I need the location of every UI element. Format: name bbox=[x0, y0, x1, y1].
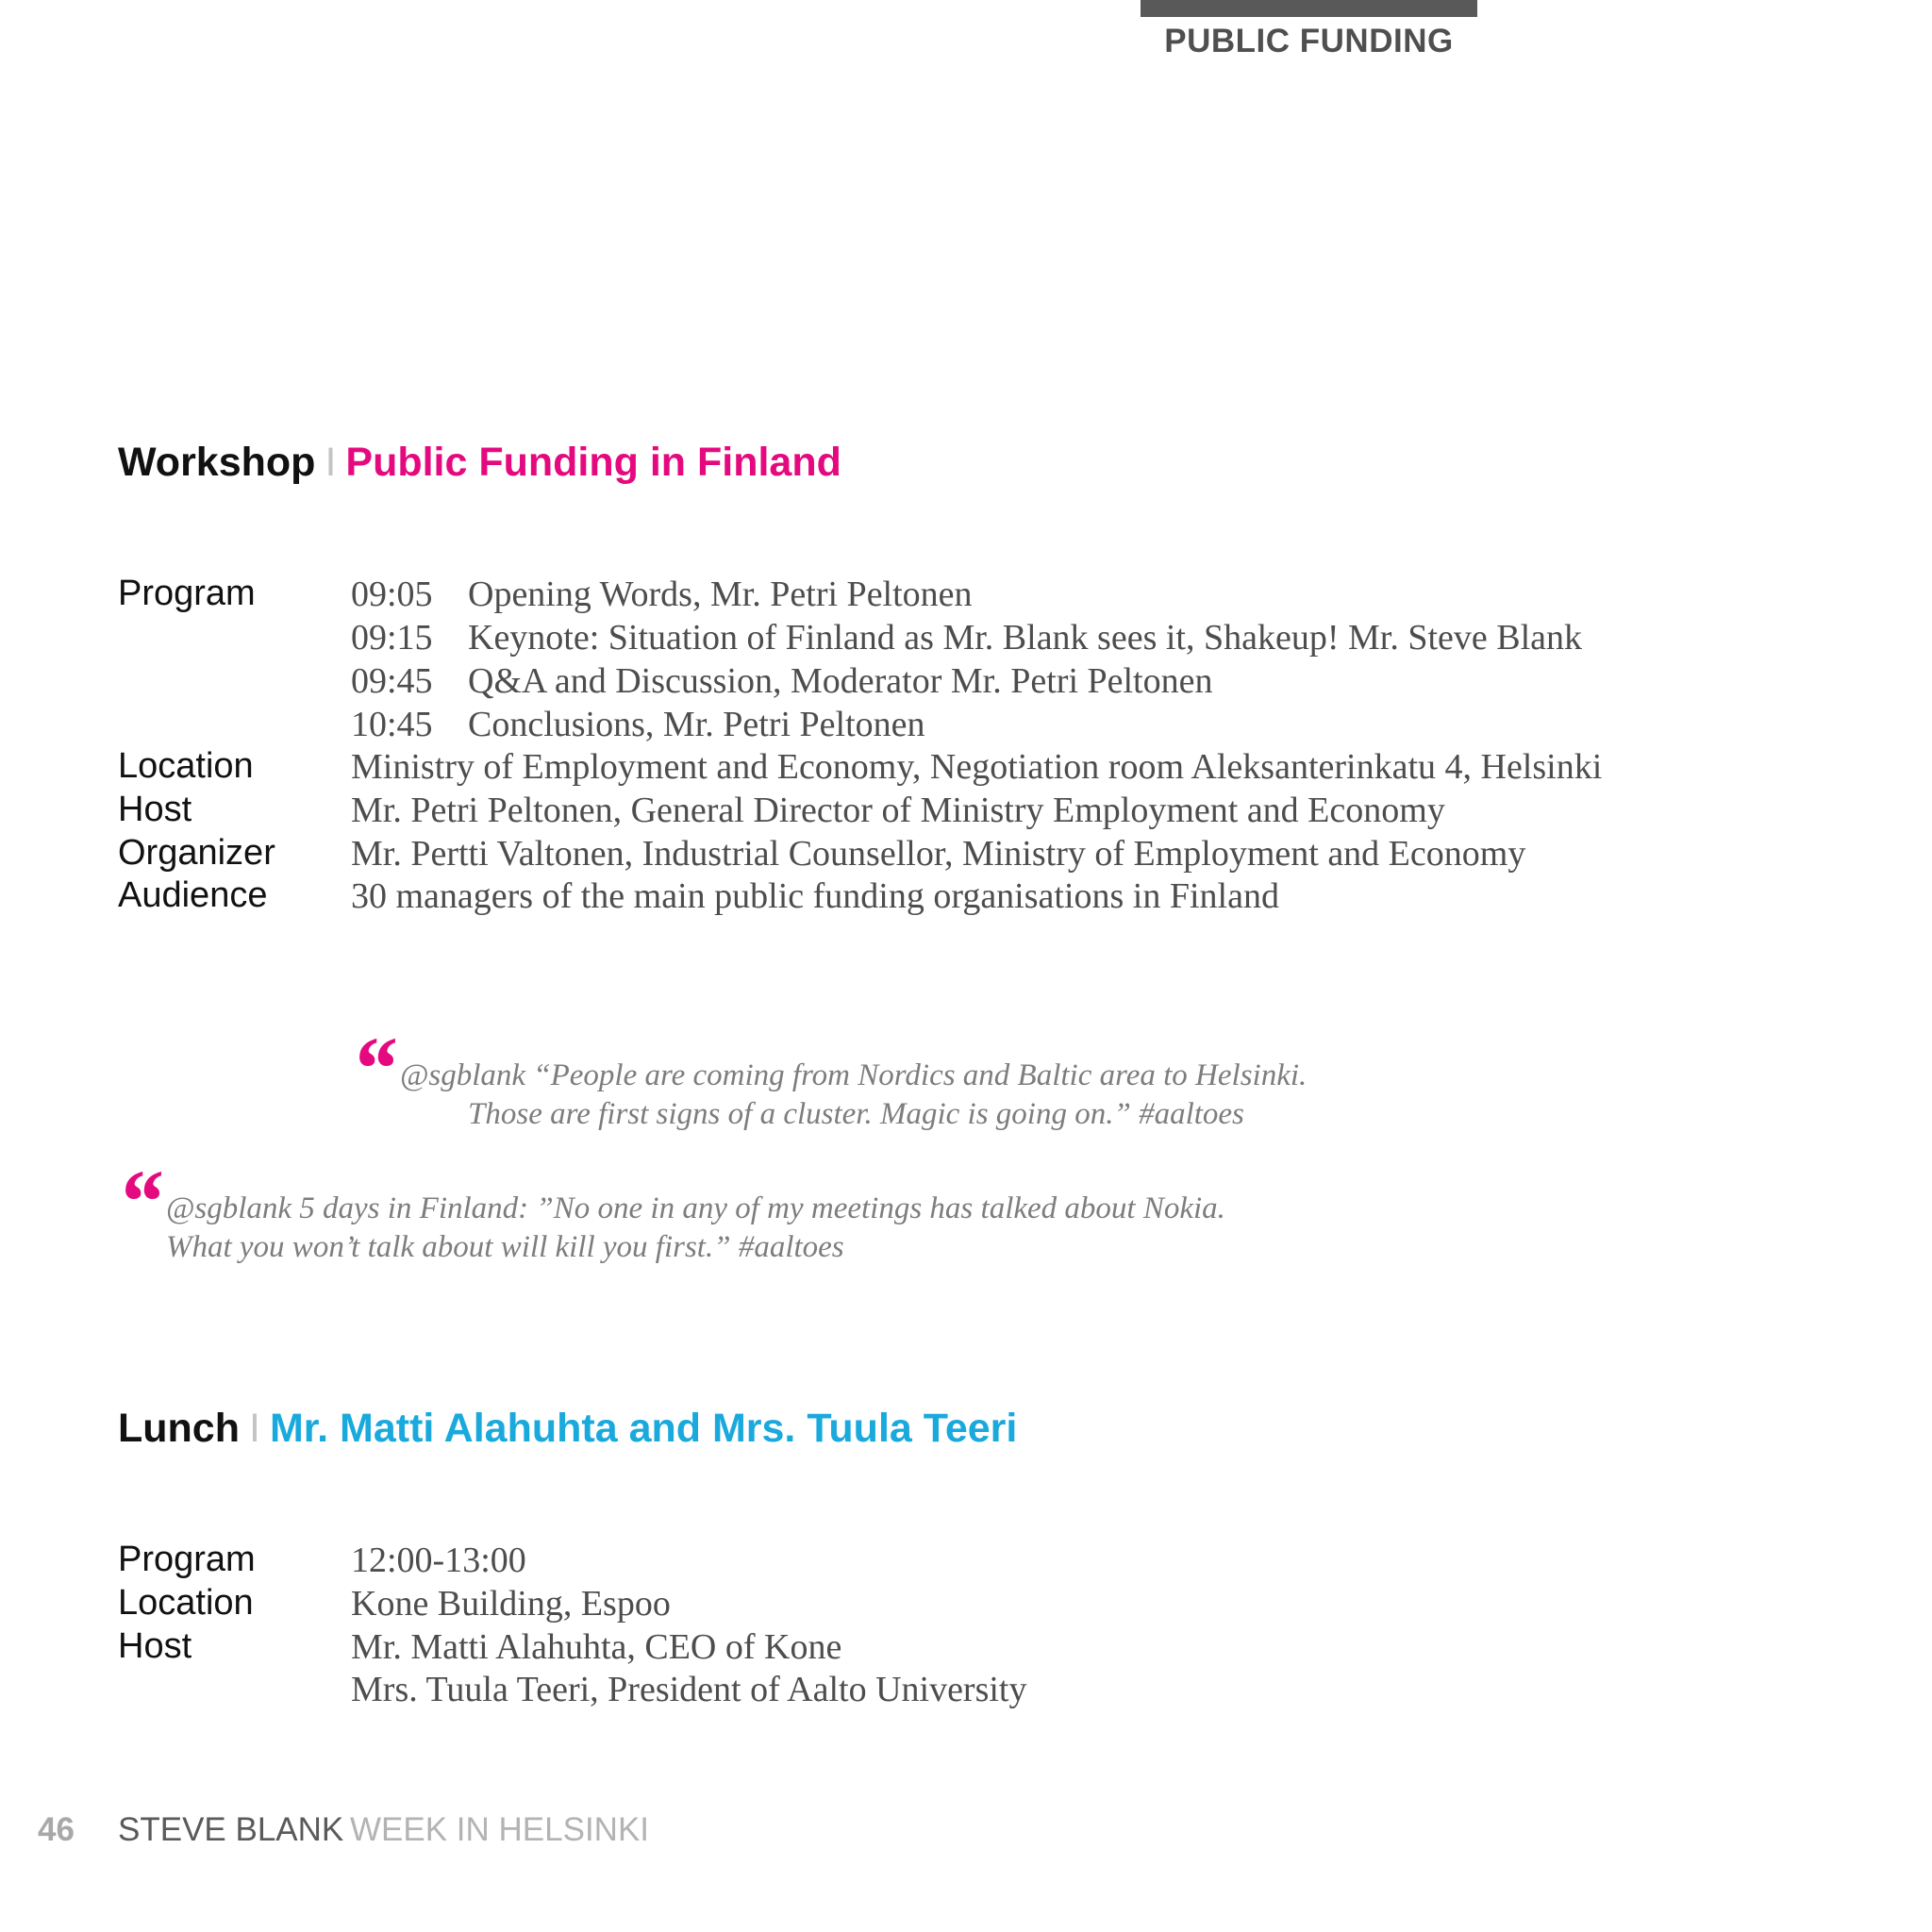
audience-label: Audience bbox=[118, 875, 268, 915]
host-label: Host bbox=[118, 790, 192, 829]
workshop-program-row bbox=[0, 617, 1698, 660]
page-number: 46 bbox=[38, 1811, 75, 1848]
organizer-value: Mr. Pertti Valtonen, Industrial Counsellor, Ministry of Employment and Economy bbox=[351, 834, 1526, 874]
program-time: 09:45 bbox=[351, 661, 433, 701]
workshop-organizer-row bbox=[0, 833, 1698, 876]
program-value: 12:00-13:00 bbox=[351, 1541, 526, 1580]
workshop-location-row bbox=[0, 746, 1698, 790]
program-time: 10:45 bbox=[351, 705, 433, 744]
workshop-audience-row bbox=[0, 875, 1698, 919]
organizer-label: Organizer bbox=[118, 833, 275, 873]
program-label: Program bbox=[118, 574, 256, 613]
quote-line: What you won’t talk about will kill you first.” #aaltoes bbox=[166, 1230, 844, 1264]
workshop-kind: Workshop bbox=[118, 440, 316, 485]
heading-separator: I bbox=[248, 1406, 260, 1451]
workshop-program-row bbox=[0, 574, 1698, 617]
workshop-program-row bbox=[0, 704, 1698, 747]
host-value: Mr. Matti Alahuhta, CEO of Kone bbox=[351, 1627, 842, 1667]
workshop-heading bbox=[118, 440, 841, 486]
host-value: Mrs. Tuula Teeri, President of Aalto University bbox=[351, 1670, 1027, 1709]
host-value: Mr. Petri Peltonen, General Director of Ministry Employment and Economy bbox=[351, 791, 1445, 830]
location-value: Ministry of Employment and Economy, Negotiation room Aleksanterinkatu 4, Helsinki bbox=[351, 747, 1603, 787]
footer-subtitle: WEEK IN HELSINKI bbox=[350, 1811, 650, 1848]
lunch-location-row bbox=[0, 1583, 1698, 1626]
quote-line: Those are first signs of a cluster. Magic is going on.” #aaltoes bbox=[468, 1097, 1244, 1131]
program-item: Keynote: Situation of Finland as Mr. Blank sees it, Shakeup! Mr. Steve Blank bbox=[468, 618, 1583, 658]
quote-line: @sgblank “People are coming from Nordics and Baltic area to Helsinki. bbox=[400, 1058, 1307, 1092]
heading-separator: I bbox=[325, 440, 337, 485]
section-tab-bar bbox=[1141, 0, 1477, 17]
audience-value: 30 managers of the main public funding organisations in Finland bbox=[351, 876, 1279, 916]
section-tab-title: PUBLIC FUNDING bbox=[1164, 23, 1454, 59]
quote-line: @sgblank 5 days in Finland: ”No one in any of my meetings has talked about Nokia. bbox=[166, 1191, 1225, 1225]
workshop-host-row bbox=[0, 790, 1698, 833]
lunch-program-row bbox=[0, 1540, 1698, 1583]
location-value: Kone Building, Espoo bbox=[351, 1584, 671, 1624]
quote-mark-icon: “ bbox=[117, 1151, 162, 1252]
workshop-program-row bbox=[0, 660, 1698, 704]
footer-name: STEVE BLANK bbox=[118, 1811, 344, 1848]
program-label: Program bbox=[118, 1540, 256, 1579]
program-item: Opening Words, Mr. Petri Peltonen bbox=[468, 575, 973, 614]
lunch-host-row bbox=[0, 1626, 1698, 1670]
program-time: 09:05 bbox=[351, 575, 433, 614]
workshop-title: Public Funding in Finland bbox=[345, 440, 841, 485]
host-label: Host bbox=[118, 1626, 192, 1666]
program-time: 09:15 bbox=[351, 618, 433, 658]
program-item: Q&A and Discussion, Moderator Mr. Petri Peltonen bbox=[468, 661, 1213, 701]
lunch-host-row bbox=[0, 1669, 1698, 1712]
quote-mark-icon: “ bbox=[351, 1018, 396, 1119]
location-label: Location bbox=[118, 1583, 254, 1623]
lunch-kind: Lunch bbox=[118, 1406, 240, 1451]
lunch-title: Mr. Matti Alahuhta and Mrs. Tuula Teeri bbox=[269, 1406, 1018, 1451]
location-label: Location bbox=[118, 746, 254, 786]
program-item: Conclusions, Mr. Petri Peltonen bbox=[468, 705, 925, 744]
lunch-heading bbox=[118, 1406, 1017, 1452]
